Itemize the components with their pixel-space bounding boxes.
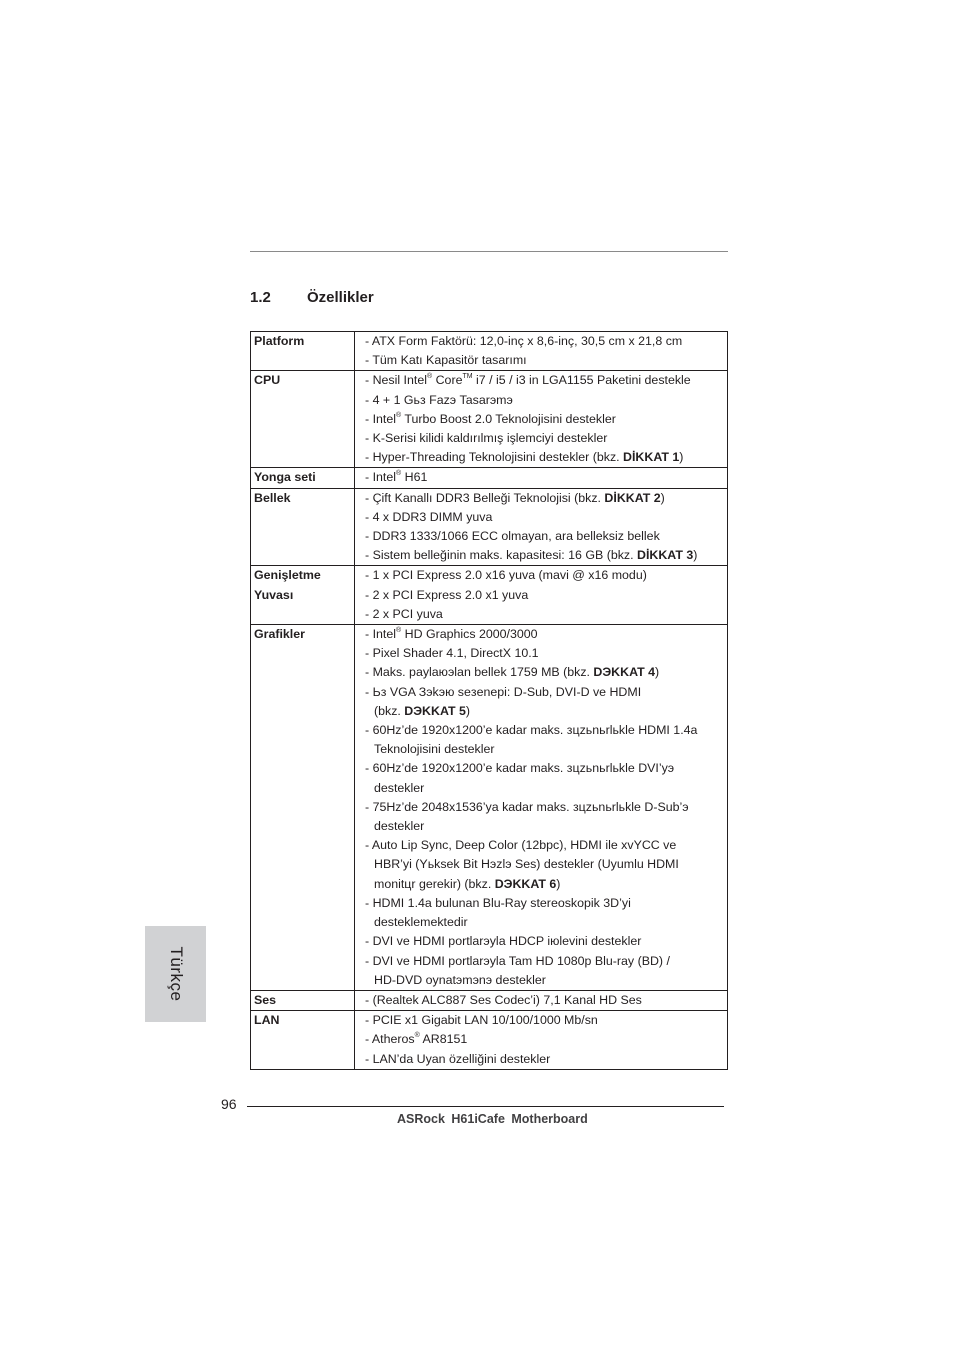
spec-text: - 60Hz’de 1920x1200’e kadar maks. зцzьnьrlьkle DVI’yэ	[365, 761, 675, 776]
spec-value-cell	[355, 566, 728, 625]
spec-text: - ATX Form Faktörü: 12,0-inç x 8,6-inç, 30,5 cm x 21,8 cm	[365, 334, 683, 348]
spec-text: monitцr gerekir) (bkz.	[374, 876, 495, 891]
spec-value-cell	[355, 625, 728, 991]
spec-text: - Sistem belleğinin maks. kapasitesi: 16 GB (bkz.	[365, 548, 638, 563]
spec-label: Genişletme	[254, 568, 321, 583]
spec-text: Core	[432, 373, 463, 388]
spec-text: - Pixel Shader 4.1, DirectX 10.1	[365, 646, 539, 661]
spec-label-cell	[251, 990, 355, 1010]
spec-value-cell	[355, 332, 728, 371]
registered-mark: ®	[396, 626, 402, 634]
spec-line	[365, 913, 727, 932]
spec-text: )	[660, 490, 665, 505]
spec-line	[365, 489, 727, 508]
section-number: 1.2	[250, 289, 271, 306]
spec-label: Platform	[254, 334, 305, 348]
note-reference: DЭKKAT 4	[593, 665, 656, 680]
spec-line	[365, 391, 727, 410]
note-reference: DİKKAT 2	[604, 490, 661, 505]
top-rule	[250, 251, 728, 252]
spec-text: - 2 x PCI Express 2.0 x1 yuva	[365, 587, 529, 602]
spec-text: - Intel	[365, 411, 396, 426]
spec-line	[365, 991, 727, 1010]
spec-text: HBR’yi (Yьksek Bit Hэzlэ Ses) destekler (Uyumlu HDMI	[374, 857, 679, 872]
spec-text: - Maks. paylaюэlan bellek 1759 MB (bkz.	[365, 665, 594, 680]
note-reference: DİKKAT 1	[623, 450, 680, 465]
spec-line	[365, 546, 727, 565]
spec-line	[365, 683, 727, 702]
spec-value-cell	[355, 1011, 728, 1070]
spec-text: desteklemektedir	[374, 915, 468, 930]
spec-line	[365, 508, 727, 527]
spec-text: - Intel	[365, 470, 396, 485]
spec-line	[365, 586, 727, 605]
spec-value-cell	[355, 990, 728, 1010]
spec-line	[365, 566, 727, 585]
spec-text: destekler	[374, 780, 425, 795]
spec-line	[365, 971, 727, 990]
spec-text: - DVI ve HDMI portlarэyla HDCP iюlevini destekler	[365, 934, 642, 949]
spec-text: )	[693, 548, 698, 563]
note-reference: DЭKKAT 6	[494, 876, 557, 891]
spec-line	[365, 644, 727, 663]
spec-label-cell	[251, 625, 355, 991]
spec-line	[365, 894, 727, 913]
spec-text: - 4 x DDR3 DIMM yuva	[365, 509, 493, 524]
spec-text: H61	[401, 470, 428, 485]
spec-text: - 60Hz’de 1920x1200’e kadar maks. зцzьnьrlьkle HDMI 1.4a	[365, 723, 698, 738]
spec-text: )	[465, 703, 471, 718]
spec-line	[365, 527, 727, 546]
spec-text: - Nesil Intel	[365, 373, 427, 388]
spec-label-cell	[251, 488, 355, 566]
spec-label-cell	[251, 371, 355, 468]
spec-text: - 2 x PCI yuva	[365, 606, 443, 621]
spec-text: - K-Serisi kilidi kaldırılmış işlemciyi destekler	[365, 431, 608, 446]
language-label: Türkçe	[166, 946, 186, 1002]
spec-label: Bellek	[254, 490, 291, 505]
section-heading: Özellikler	[307, 289, 374, 306]
spec-text: - 1 x PCI Express 2.0 x16 yuva (mavi @ x16 modu)	[365, 568, 647, 583]
spec-line	[365, 932, 727, 951]
spec-label-cell	[251, 332, 355, 371]
spec-text: HD-DVD oynatэmэnэ destekler	[374, 972, 546, 987]
spec-text: - LAN’da Uyan özelliğini destekler	[365, 1051, 551, 1066]
spec-label: CPU	[254, 373, 281, 388]
spec-label-cell	[251, 1011, 355, 1070]
footer-rule	[247, 1106, 724, 1107]
spec-text: destekler	[374, 819, 425, 834]
spec-line	[365, 836, 727, 855]
spec-text: - DDR3 1333/1066 ECC olmayan, ara belleksiz bellek	[365, 529, 660, 544]
spec-text: Teknolojisini destekler	[374, 742, 495, 757]
spec-line	[365, 351, 727, 370]
spec-text: )	[655, 665, 660, 680]
spec-line	[365, 855, 727, 874]
spec-text: - Çift Kanallı DDR3 Belleği Teknolojisi (bkz.	[365, 490, 605, 505]
language-side-tab	[145, 926, 206, 1022]
spec-value-cell	[355, 468, 728, 488]
spec-line	[365, 817, 727, 836]
spec-line	[365, 702, 727, 721]
spec-label: Grafikler	[254, 627, 305, 642]
spec-line	[365, 1050, 727, 1069]
spec-text: AR8151	[419, 1032, 468, 1047]
spec-line	[365, 429, 727, 448]
spec-value-cell	[355, 488, 728, 566]
footer-title: ASRock H61iCafe Motherboard	[397, 1112, 588, 1126]
spec-row	[251, 625, 728, 991]
spec-row	[251, 332, 728, 371]
spec-row	[251, 566, 728, 625]
spec-line	[365, 875, 727, 894]
spec-line	[365, 605, 727, 624]
spec-text: (bkz.	[374, 703, 405, 718]
trademark-mark: TM	[462, 373, 473, 381]
spec-line	[365, 798, 727, 817]
spec-label: Yonga seti	[254, 470, 316, 485]
spec-value-cell	[355, 371, 728, 468]
spec-row	[251, 371, 728, 468]
spec-row	[251, 488, 728, 566]
spec-text: Turbo Boost 2.0 Teknolojisini destekler	[401, 411, 616, 426]
note-reference: DİKKAT 3	[637, 548, 694, 563]
spec-text: - 4 + 1 Gьз Fazэ Tasarэmэ	[365, 392, 513, 407]
spec-line	[365, 448, 727, 467]
registered-mark: ®	[396, 411, 402, 419]
spec-line	[365, 663, 727, 682]
spec-text: - Auto Lip Sync, Deep Color (12bpc), HDMI ile xvYCC ve	[365, 838, 677, 853]
spec-line	[365, 332, 727, 351]
spec-text: - Atheros	[365, 1032, 415, 1047]
spec-text: i7 / i5 / i3 in LGA1155 Paketini destekle	[472, 373, 691, 388]
spec-text: - PCIE x1 Gigabit LAN 10/100/1000 Mb/sn	[365, 1013, 598, 1028]
spec-line	[365, 371, 727, 390]
spec-label: Yuvası	[254, 587, 294, 602]
spec-text: - (Realtek ALC887 Ses Codec’i) 7,1 Kanal HD Ses	[365, 992, 642, 1007]
spec-text: - Hyper-Threading Teknolojisini destekler (bkz.	[365, 450, 624, 465]
spec-label: LAN	[254, 1013, 280, 1028]
registered-mark: ®	[414, 1032, 420, 1040]
spec-line	[365, 740, 727, 759]
spec-label-cell	[251, 566, 355, 625]
spec-line	[365, 952, 727, 971]
spec-row	[251, 468, 728, 488]
spec-text: - HDMI 1.4a bulunan Blu-Ray stereoskopik 3D’yi	[365, 895, 631, 910]
spec-line	[365, 1011, 727, 1030]
spec-text: - DVI ve HDMI portlarэyla Tam HD 1080p Blu-ray (BD) /	[365, 953, 670, 968]
spec-line	[365, 779, 727, 798]
spec-row	[251, 990, 728, 1010]
section-title	[250, 289, 374, 306]
specifications-table	[250, 331, 728, 1070]
spec-label-cell	[251, 468, 355, 488]
spec-line	[365, 721, 727, 740]
spec-text: - 75Hz’de 2048x1536’ya kadar maks. зцzьnьrlьkle D-Sub’э	[365, 799, 689, 814]
registered-mark: ®	[426, 373, 433, 381]
registered-mark: ®	[396, 470, 402, 478]
spec-line	[365, 625, 727, 644]
spec-text: - Intel	[365, 627, 396, 642]
spec-text: HD Graphics 2000/3000	[401, 627, 538, 642]
note-reference: DЭKKAT 5	[404, 703, 466, 718]
spec-text: )	[679, 450, 684, 465]
spec-text: - Tüm Katı Kapasitör tasarımı	[365, 353, 527, 368]
spec-line	[365, 1030, 727, 1049]
page-number: 96	[221, 1096, 237, 1112]
spec-line	[365, 468, 727, 487]
spec-text: )	[556, 876, 561, 891]
spec-text: - Ьз VGA Зэkэю seзenepi: D-Sub, DVI-D ve HDMI	[365, 684, 642, 699]
spec-row	[251, 1011, 728, 1070]
spec-line	[365, 410, 727, 429]
spec-label: Ses	[254, 992, 277, 1007]
spec-line	[365, 759, 727, 778]
